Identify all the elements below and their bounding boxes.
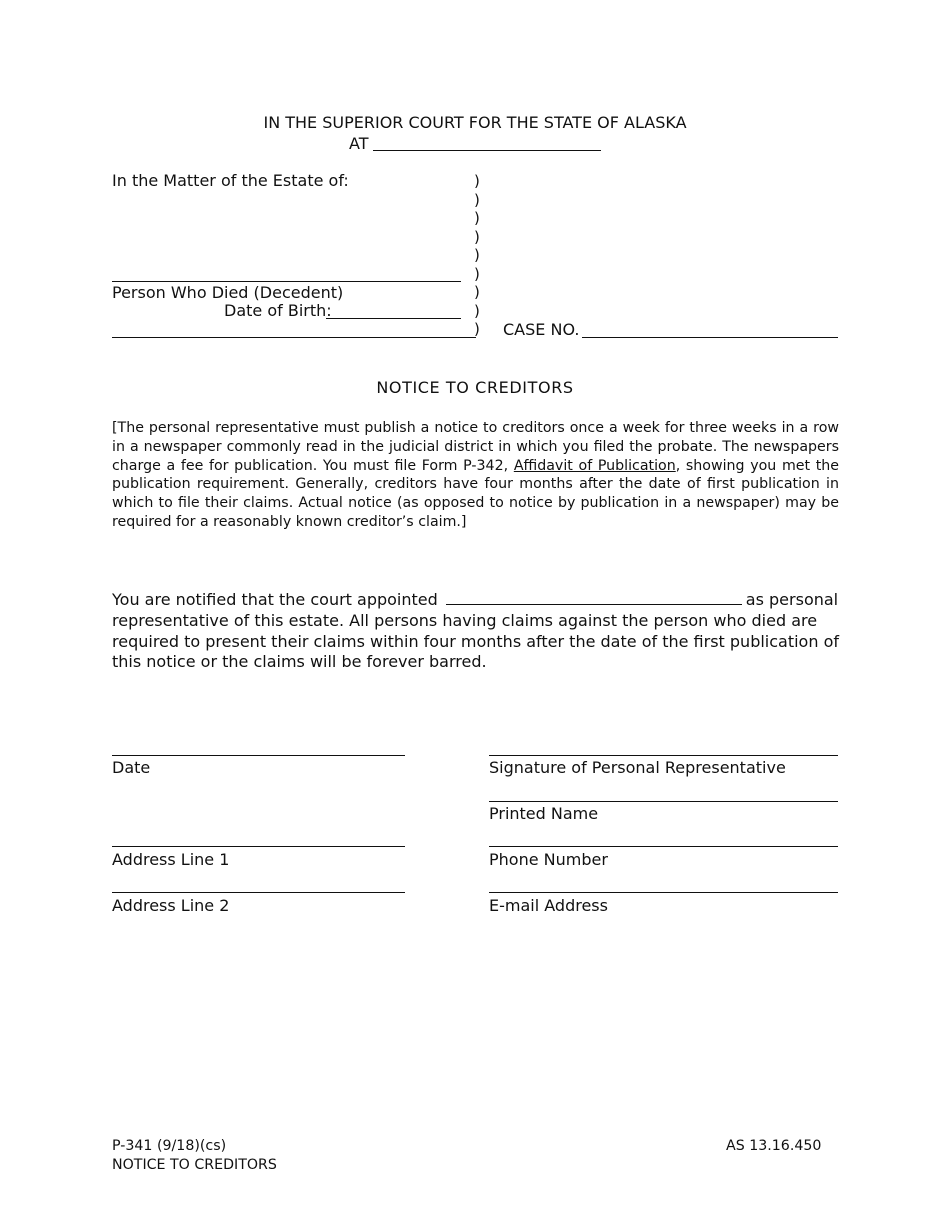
caption-bottom-rule <box>112 337 476 338</box>
notice-text: as personal representative of this estate. All persons having claims against the person who died are required to present their claims within four months after the date of the first publication of this notice or the claims will be forever barred. <box>112 590 839 672</box>
date-of-birth-field[interactable] <box>326 318 461 319</box>
at-label: AT <box>349 134 369 153</box>
paren: ) <box>474 283 480 301</box>
email-address-field[interactable] <box>489 892 838 893</box>
printed-name-field[interactable] <box>489 801 838 802</box>
printed-name-label: Printed Name <box>489 804 599 823</box>
paren: ) <box>474 320 480 338</box>
paren: ) <box>474 209 480 227</box>
paren: ) <box>474 264 480 283</box>
form-number: P-341 (9/18)(cs) <box>112 1138 227 1154</box>
paren: ) <box>474 172 480 190</box>
instructions-text: , showing you met the publication requirement. Generally, creditors have four months after the date of first publication in which to file their claims. Actual notice (as opposed to notice by publication in a newspaper) may be required for a reasonably known creditor’s claim.] <box>112 457 840 530</box>
phone-number-field[interactable] <box>489 846 838 847</box>
address-line-2-field[interactable] <box>112 892 405 893</box>
court-location-field[interactable] <box>373 150 601 151</box>
notice-paragraph <box>112 590 842 673</box>
date-field[interactable] <box>112 755 405 756</box>
email-address-label: E-mail Address <box>489 896 608 915</box>
paren: ) <box>474 246 480 264</box>
paren: ) <box>474 301 480 320</box>
instructions-paragraph <box>112 419 839 532</box>
instructions-text: [The personal representative must publish a notice to creditors once a week for three weeks in a row in a newspaper commonly read in the judicial district in which you filed the probate. The newspapers charge a fee for publication. You must file Form P-342, <box>112 420 839 474</box>
form-name: NOTICE TO CREDITORS <box>112 1157 277 1173</box>
address-line-2-label: Address Line 2 <box>112 896 230 915</box>
date-of-birth-label: Date of Birth: <box>224 301 332 320</box>
paren: ) <box>474 190 480 209</box>
phone-number-label: Phone Number <box>489 850 608 869</box>
case-number-label: CASE NO. <box>503 320 580 339</box>
decedent-label: Person Who Died (Decedent) <box>112 283 344 302</box>
affidavit-of-publication-link: Affidavit of Publication <box>513 457 676 474</box>
personal-representative-name-field[interactable] <box>446 590 742 605</box>
estate-matter-label: In the Matter of the Estate of: <box>112 171 349 190</box>
case-number-field[interactable] <box>582 337 838 338</box>
form-title: NOTICE TO CREDITORS <box>376 378 574 397</box>
signature-field[interactable] <box>489 755 838 756</box>
date-label: Date <box>112 758 151 777</box>
address-line-1-field[interactable] <box>112 846 405 847</box>
paren: ) <box>474 227 480 246</box>
address-line-1-label: Address Line 1 <box>112 850 230 869</box>
notice-text: You are notified that the court appointed <box>112 590 438 609</box>
court-title: IN THE SUPERIOR COURT FOR THE STATE OF ALASKA <box>263 113 687 132</box>
signature-label: Signature of Personal Representative <box>489 758 786 777</box>
decedent-name-field[interactable] <box>112 281 461 282</box>
statute-reference: AS 13.16.450 <box>726 1138 822 1154</box>
